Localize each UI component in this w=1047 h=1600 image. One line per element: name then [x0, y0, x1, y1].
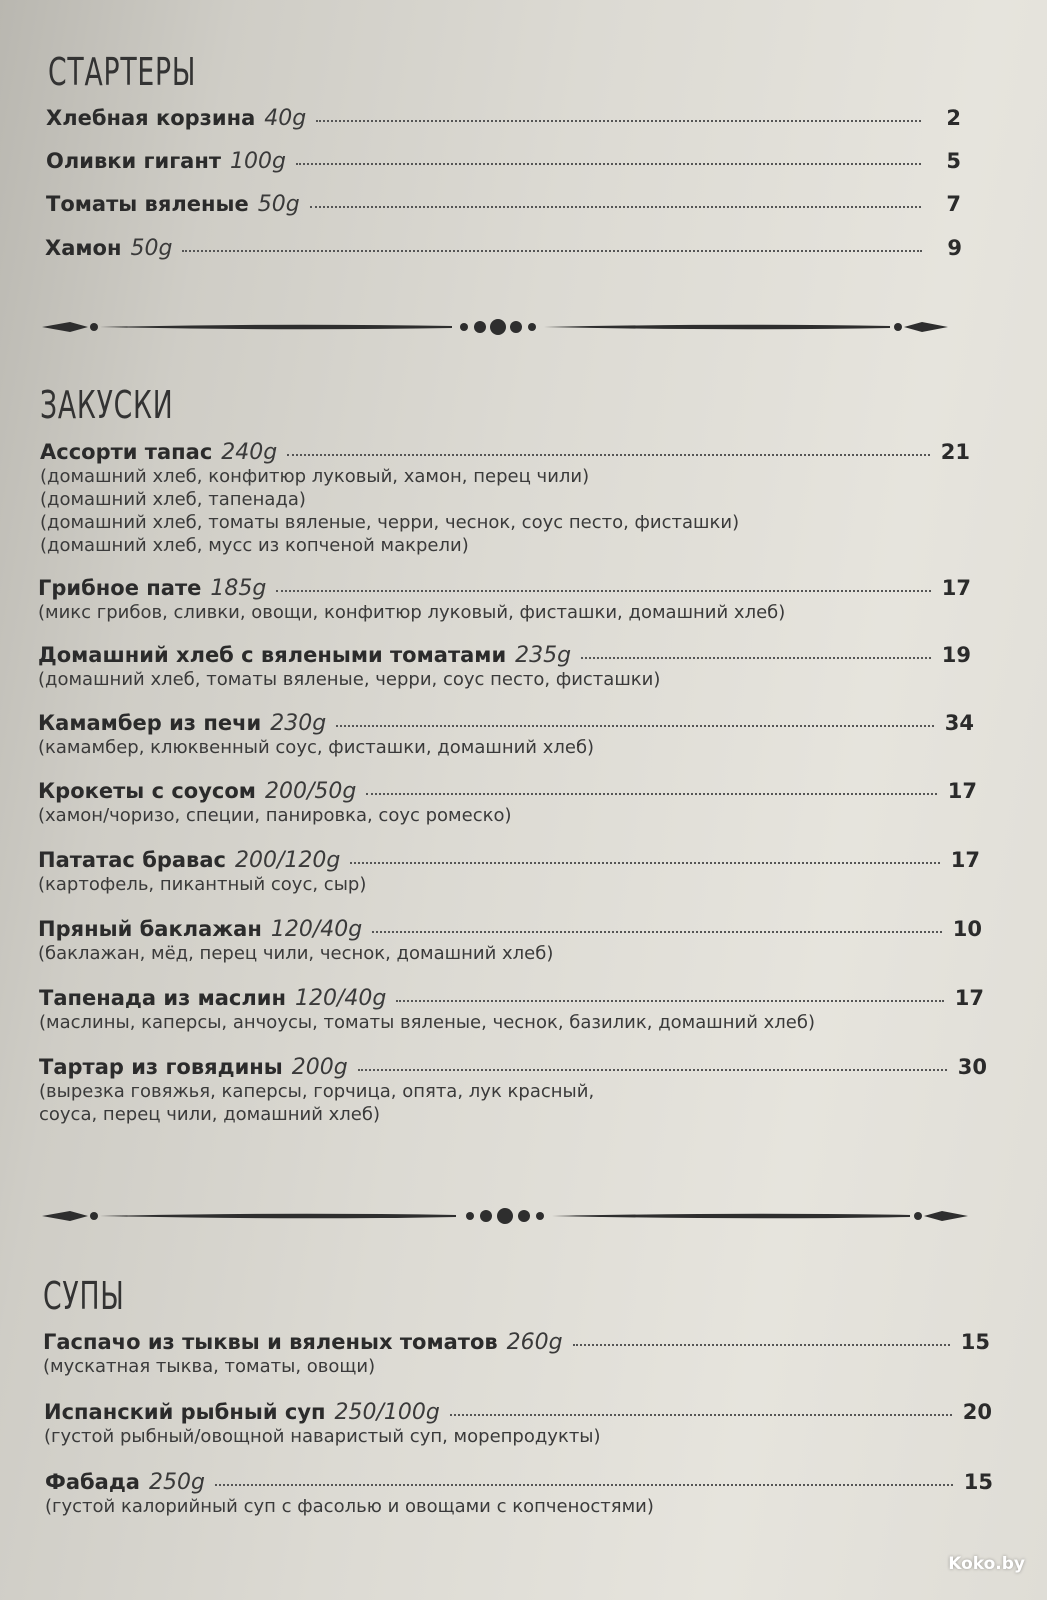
item-price: 19: [941, 643, 971, 667]
item-description: (вырезка говяжья, каперсы, горчица, опята, лук красный,: [39, 1081, 595, 1102]
menu-item: [38, 848, 980, 896]
item-weight: 40g: [264, 106, 307, 131]
item-name: Хамон: [45, 236, 122, 260]
item-name: Томаты вяленые: [46, 192, 249, 216]
menu-item: [45, 1470, 993, 1518]
item-price: 20: [962, 1400, 992, 1424]
menu-item: [39, 1055, 987, 1126]
item-weight: 200/120g: [234, 848, 341, 873]
item-weight: 250g: [148, 1470, 205, 1495]
menu-item: [39, 986, 984, 1034]
item-price: 17: [950, 848, 980, 872]
item-description: (баклажан, мёд, перец чили, чеснок, домашний хлеб): [38, 943, 554, 964]
dot-leader: [316, 120, 921, 122]
item-weight: 260g: [506, 1330, 563, 1355]
dot-leader: [182, 250, 922, 252]
item-price: 17: [947, 779, 977, 803]
item-weight: 120/40g: [295, 986, 387, 1011]
ornamental-divider: [40, 312, 970, 342]
dot-leader: [310, 206, 921, 208]
item-price: 10: [952, 917, 982, 941]
item-description: (камамбер, клюквенный соус, фисташки, домашний хлеб): [38, 737, 595, 758]
dot-leader: [296, 163, 921, 165]
item-name: Пататас бравас: [38, 848, 226, 872]
section-title-soups: СУПЫ: [43, 1274, 125, 1318]
menu-item: [46, 149, 961, 174]
dot-leader: [366, 793, 937, 795]
item-name: Камамбер из печи: [38, 711, 262, 735]
dot-leader: [336, 725, 934, 727]
dot-leader: [287, 454, 930, 456]
dot-leader: [573, 1344, 950, 1346]
dot-leader: [215, 1484, 953, 1486]
item-name: Пряный баклажан: [38, 917, 262, 941]
item-weight: 120/40g: [270, 917, 363, 942]
menu-item: [38, 779, 977, 827]
item-description: соуса, перец чили, домашний хлеб): [39, 1104, 381, 1125]
item-description: (домашний хлеб, тапенада): [40, 489, 306, 510]
item-price: 21: [940, 440, 970, 464]
item-name: Оливки гигант: [46, 149, 222, 173]
item-price: 15: [960, 1330, 990, 1354]
dot-leader: [358, 1069, 947, 1071]
item-description: (домашний хлеб, томаты вяленые, черри, чеснок, соус песто, фисташки): [40, 512, 740, 533]
item-weight: 50g: [130, 236, 173, 261]
ornamental-divider: [40, 1201, 990, 1231]
menu-item: [38, 643, 971, 691]
item-weight: 235g: [515, 643, 572, 668]
item-name: Гаспачо из тыквы и вяленых томатов: [43, 1330, 498, 1354]
item-description: (густой рыбный/овощной наваристый суп, морепродукты): [44, 1426, 601, 1447]
item-weight: 100g: [230, 149, 286, 174]
item-price: 17: [954, 986, 984, 1010]
item-weight: 50g: [257, 192, 300, 217]
item-weight: 185g: [210, 576, 267, 601]
item-description: (густой калорийный суп с фасолью и овощами с копченостями): [45, 1496, 654, 1517]
item-name: Крокеты с соусом: [38, 779, 256, 803]
menu-item: [46, 106, 961, 131]
item-price: 5: [946, 149, 961, 173]
item-weight: 200/50g: [264, 779, 357, 804]
item-name: Тапенада из маслин: [39, 986, 286, 1010]
item-name: Домашний хлеб с вялеными томатами: [38, 643, 507, 667]
item-description: (домашний хлеб, томаты вяленые, черри, соус песто, фисташки): [38, 669, 661, 690]
menu-item: [45, 236, 962, 261]
menu-item: [46, 192, 961, 217]
item-description: (домашний хлеб, мусс из копченой макрели): [40, 535, 469, 556]
item-price: 30: [957, 1055, 987, 1079]
watermark: Koko.by: [948, 1554, 1025, 1574]
item-description: (домашний хлеб, конфитюр луковый, хамон, перец чили): [40, 466, 590, 487]
menu-item: [44, 1400, 992, 1448]
menu-item: [38, 711, 974, 759]
item-price: 17: [941, 576, 971, 600]
menu-item: [38, 917, 982, 965]
menu-item: [38, 576, 971, 624]
section-title-appetizers: ЗАКУСКИ: [40, 383, 174, 427]
item-weight: 230g: [270, 711, 327, 736]
item-weight: 200g: [291, 1055, 348, 1080]
dot-leader: [450, 1414, 952, 1416]
item-price: 2: [946, 106, 961, 130]
item-description: (мускатная тыква, томаты, овощи): [43, 1356, 376, 1377]
dot-leader: [396, 1000, 944, 1002]
item-name: Испанский рыбный суп: [44, 1400, 326, 1424]
menu-item: [40, 440, 970, 557]
item-name: Хлебная корзина: [46, 106, 256, 130]
item-name: Фабада: [45, 1470, 140, 1494]
item-name: Тартар из говядины: [39, 1055, 283, 1079]
dot-leader: [372, 931, 942, 933]
item-price: 9: [947, 236, 962, 260]
dot-leader: [350, 862, 940, 864]
item-description: (микс грибов, сливки, овощи, конфитюр луковый, фисташки, домашний хлеб): [38, 602, 786, 623]
section-title-starters: СТАРТЕРЫ: [48, 50, 197, 94]
item-weight: 250/100g: [334, 1400, 440, 1425]
menu-item: [43, 1330, 990, 1378]
item-description: (хамон/чоризо, специи, панировка, соус ромеско): [38, 805, 512, 826]
item-description: (маслины, каперсы, анчоусы, томаты вяленые, чеснок, базилик, домашний хлеб): [39, 1012, 815, 1033]
item-price: 15: [963, 1470, 993, 1494]
item-name: Ассорти тапас: [40, 440, 213, 464]
item-price: 7: [946, 192, 961, 216]
dot-leader: [581, 657, 931, 659]
item-weight: 240g: [221, 440, 278, 465]
item-price: 34: [944, 711, 974, 735]
item-name: Грибное пате: [38, 576, 202, 600]
item-description: (картофель, пикантный соус, сыр): [38, 874, 367, 895]
dot-leader: [276, 590, 931, 592]
